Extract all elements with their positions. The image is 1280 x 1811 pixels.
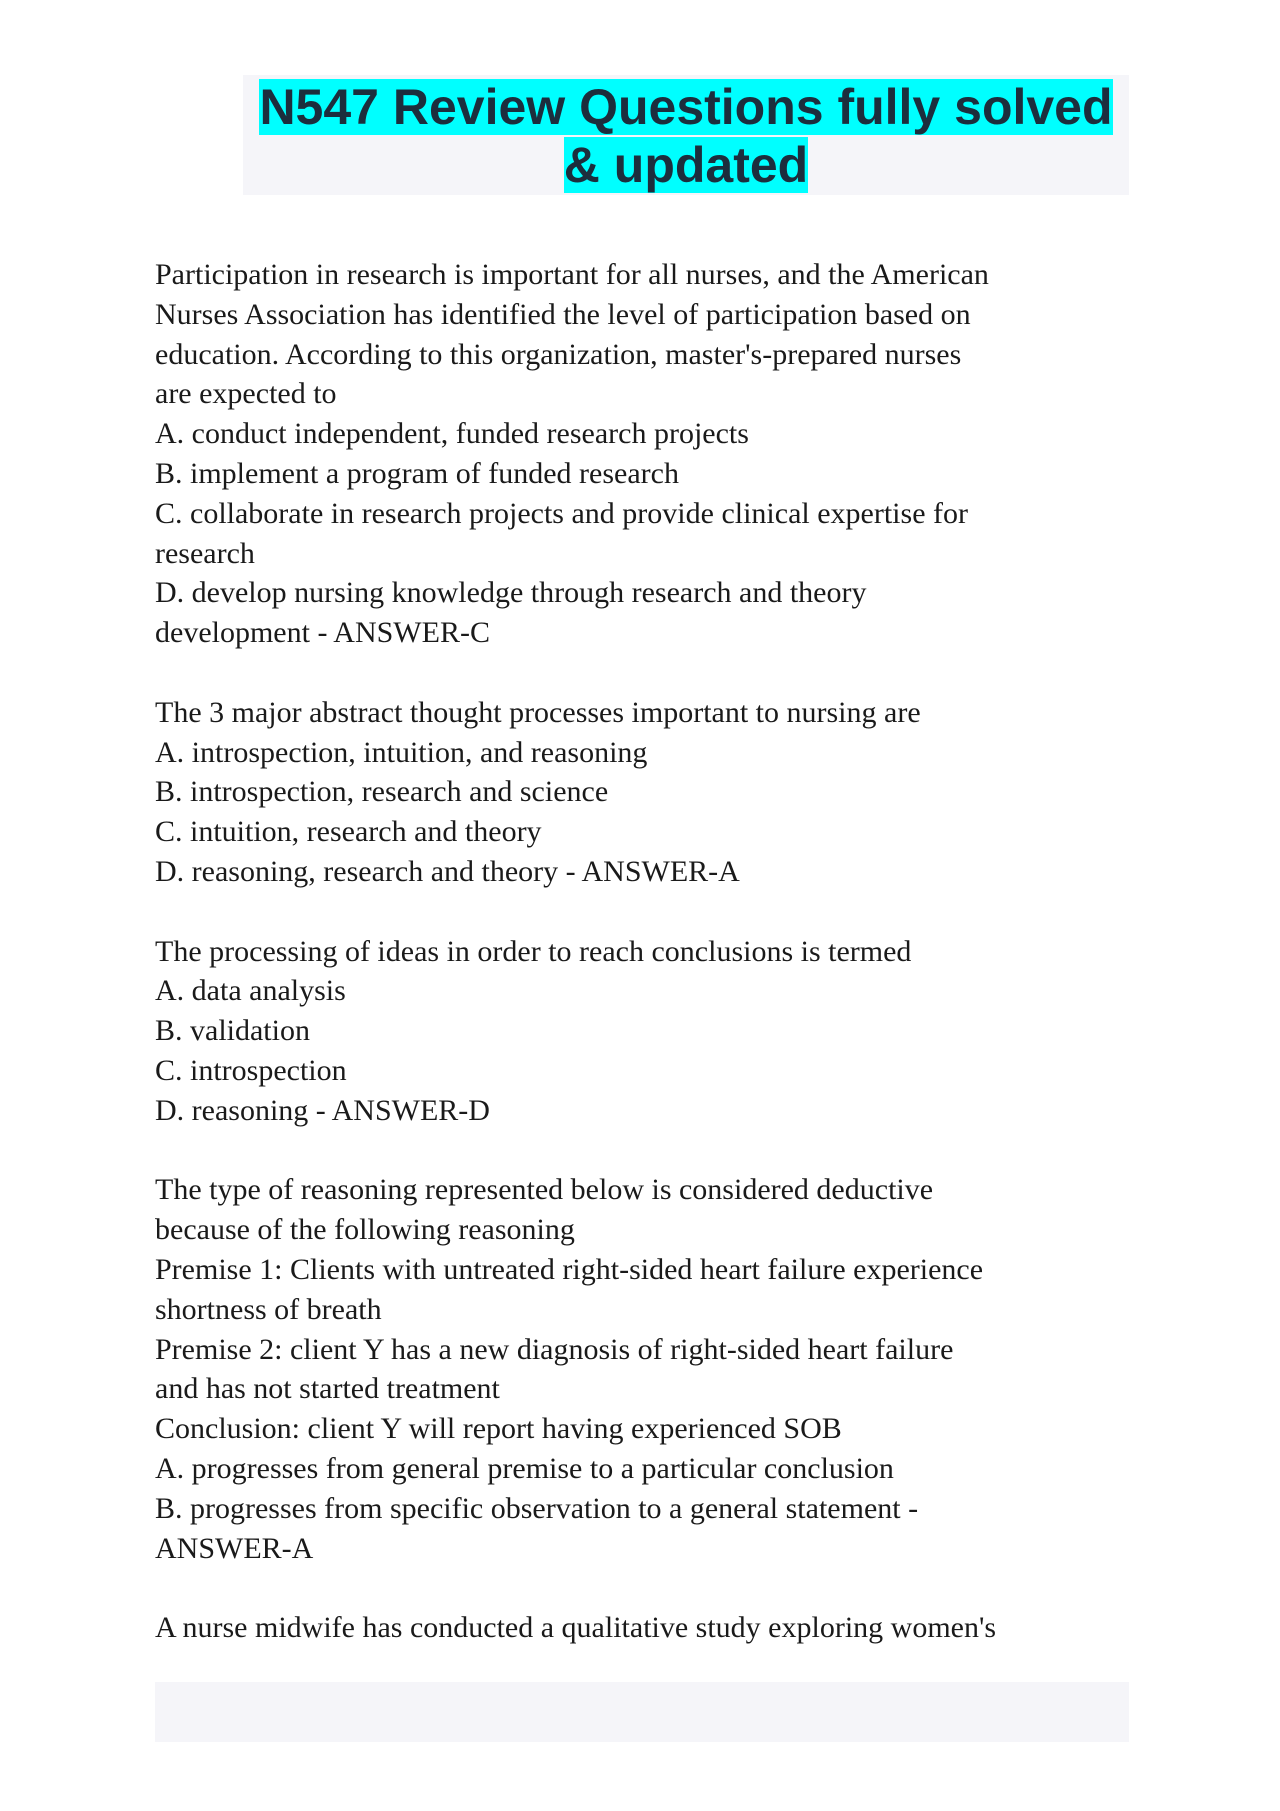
question-line: B. implement a program of funded research	[155, 456, 679, 490]
question-line: D. reasoning - ANSWER-D	[155, 1093, 490, 1127]
footer-band	[155, 1682, 1129, 1742]
question-line: Premise 2: client Y has a new diagnosis of right-sided heart failure	[155, 1332, 954, 1366]
question-line: The type of reasoning represented below is considered deductive	[155, 1173, 934, 1207]
question-line: A. introspection, intuition, and reasoning	[155, 735, 648, 769]
paragraph-gap	[155, 653, 1125, 693]
question-line: B. introspection, research and science	[155, 775, 609, 809]
question-line: Conclusion: client Y will report having experienced SOB	[155, 1412, 842, 1446]
question-line: because of the following reasoning	[155, 1213, 575, 1247]
question-line: B. validation	[155, 1014, 310, 1048]
paragraph-gap	[155, 892, 1125, 932]
question-line: The 3 major abstract thought processes important to nursing are	[155, 695, 921, 729]
question-line: A nurse midwife has conducted a qualitative study exploring women's	[155, 1611, 997, 1645]
paragraph-gap	[155, 1131, 1125, 1171]
question-block	[155, 1608, 1125, 1648]
question-line: Nurses Association has identified the level of participation based on	[155, 297, 971, 331]
question-line: C. intuition, research and theory	[155, 815, 542, 849]
question-line: A. data analysis	[155, 974, 346, 1008]
question-line: education. According to this organization, master's-prepared nurses	[155, 337, 962, 371]
paragraph-gap	[155, 1568, 1125, 1608]
question-line: D. develop nursing knowledge through research and theory	[155, 576, 867, 610]
question-line: development - ANSWER-C	[155, 616, 490, 650]
question-block	[155, 932, 1125, 1131]
question-line: Participation in research is important for all nurses, and the American	[155, 258, 989, 291]
question-line: research	[155, 536, 255, 570]
question-line: C. collaborate in research projects and provide clinical expertise for	[155, 496, 968, 530]
question-block	[155, 1170, 1125, 1568]
document-title-line-1: N547 Review Questions fully solved	[259, 79, 1113, 135]
question-line: shortness of breath	[155, 1292, 382, 1326]
question-block	[155, 693, 1125, 892]
question-line: The processing of ideas in order to reach conclusions is termed	[155, 934, 912, 968]
question-line: Premise 1: Clients with untreated right-sided heart failure experience	[155, 1252, 984, 1286]
question-block	[155, 255, 1125, 653]
question-line: B. progresses from specific observation to a general statement -	[155, 1491, 919, 1525]
question-line: A. progresses from general premise to a particular conclusion	[155, 1451, 894, 1485]
question-line: are expected to	[155, 377, 337, 411]
question-line: ANSWER-A	[155, 1531, 314, 1565]
question-line: D. reasoning, research and theory - ANSWER-A	[155, 854, 740, 888]
question-line: and has not started treatment	[155, 1372, 500, 1406]
question-line: A. conduct independent, funded research projects	[155, 417, 749, 451]
document-body	[155, 255, 1125, 1648]
document-title-line-2: & updated	[563, 137, 809, 193]
question-line: C. introspection	[155, 1053, 347, 1087]
